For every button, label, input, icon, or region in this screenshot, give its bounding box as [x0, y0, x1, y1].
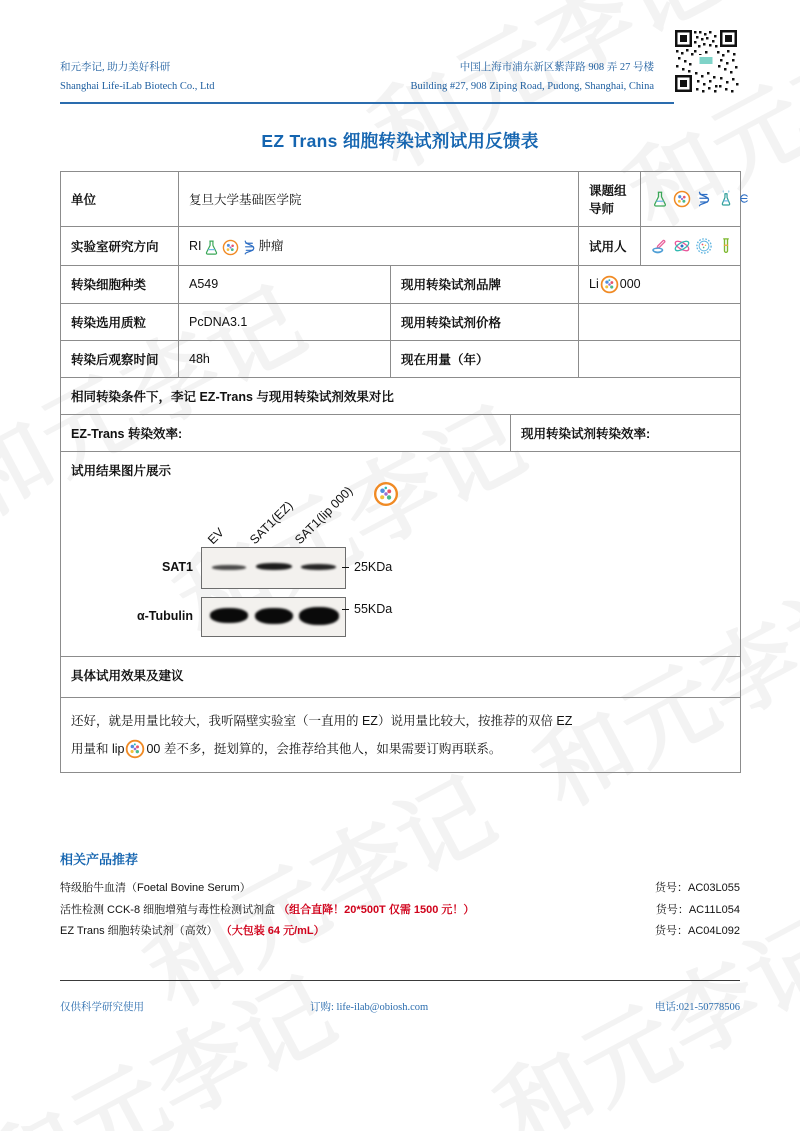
lane-label-ev: EV	[205, 525, 227, 547]
research-prefix: RI	[189, 238, 202, 253]
related-products-title: 相关产品推荐	[60, 852, 139, 868]
blot-row-names	[71, 491, 193, 641]
research-direction-label: 实验室研究方向	[61, 226, 179, 265]
atom-icon	[673, 237, 691, 255]
table-row	[61, 697, 741, 772]
test-tube-icon	[717, 237, 735, 255]
feedback-line-2-suffix: 00 差不多，挺划算的，会推荐给其他人，如果需要订购再联系。	[146, 741, 502, 756]
cell-cluster-icon	[600, 275, 619, 294]
current-brand-label: 现用转染试剂品牌	[391, 265, 579, 303]
cell-cluster-icon	[125, 739, 145, 759]
plasmid-value: PcDNA3.1	[179, 303, 391, 340]
footer-order-email[interactable]: 订购: life-ilab@obiosh.com	[310, 1002, 429, 1014]
observation-time-value: 48h	[179, 340, 391, 377]
pipette-dish-icon	[651, 237, 669, 255]
sku-label: 货号：	[655, 903, 689, 916]
blot-lane-labels	[201, 483, 501, 547]
product-sku	[656, 900, 740, 921]
unit-label: 单位	[61, 171, 179, 226]
table-row	[61, 414, 741, 451]
company-block	[60, 58, 215, 97]
sku-value: AC11L054	[688, 903, 740, 916]
band	[299, 607, 339, 625]
research-direction-value	[179, 226, 579, 265]
company-name-en: Shanghai Life-iLab Biotech Co., Ltd	[60, 81, 215, 93]
letter-e-icon	[739, 193, 750, 204]
ez-efficiency-label: EZ-Trans 转染效率:	[61, 414, 511, 451]
lane-label-sat1-lipo: SAT1(lip 000)	[292, 483, 356, 547]
cell-type-label: 转染细胞种类	[61, 265, 179, 303]
table-row	[61, 171, 741, 226]
research-suffix: 肿瘤	[258, 238, 284, 253]
band	[255, 608, 293, 624]
product-promo: （大包装 64 元/mL）	[220, 924, 325, 937]
company-name-cn: 和元李记, 助力美好科研	[60, 62, 171, 73]
header-divider	[60, 102, 674, 104]
current-efficiency-label: 现用转染试剂转染效率:	[511, 414, 741, 451]
tester-value-redacted	[641, 226, 741, 265]
band	[256, 563, 292, 570]
page-title: EZ Trans 细胞转染试剂试用反馈表	[261, 130, 539, 151]
dna-helix-icon	[241, 239, 258, 256]
results-cell	[61, 451, 741, 656]
band	[210, 608, 248, 623]
page-header	[60, 0, 740, 104]
list-item	[60, 900, 740, 921]
table-row	[61, 451, 741, 656]
table-row	[61, 226, 741, 265]
footer-disclaimer: 仅供科学研究使用	[60, 1002, 144, 1014]
address-cn: 中国上海市浦东新区紫萍路 908 弄 27 号楼	[459, 62, 654, 73]
western-blot-figure	[71, 485, 730, 647]
sku-label: 货号：	[655, 882, 688, 895]
cell-cluster-icon	[373, 481, 399, 507]
gel-panel-sat1	[201, 547, 393, 589]
brand-prefix: Li	[589, 276, 599, 291]
redaction-sticker-group	[651, 237, 735, 255]
feedback-title: 具体试用效果及建议	[71, 668, 184, 683]
unit-value: 复旦大学基础医学院	[179, 171, 579, 226]
product-name-text: 特级胎牛血清（Foetal Bovine Serum）	[60, 882, 251, 895]
blot-row-name-sat1: SAT1	[161, 559, 193, 574]
sku-value: AC03L055	[688, 882, 740, 895]
blot-row-name-tubulin: α-Tubulin	[136, 608, 193, 623]
tester-label: 试用人	[579, 226, 641, 265]
mw-marker-25kda: 25KDa	[354, 559, 393, 574]
product-sku	[655, 921, 740, 942]
footer-phone: 电话:021-50778506	[654, 1002, 740, 1014]
flask-icon	[203, 239, 220, 256]
advisor-label: 课题组导师	[579, 171, 641, 226]
current-usage-label: 现在用量（年）	[391, 340, 579, 377]
feedback-form-table	[60, 171, 741, 773]
redaction-sticker-group	[651, 190, 750, 208]
table-row	[61, 340, 741, 377]
table-row	[61, 377, 741, 414]
cell-type-value: A549	[179, 265, 391, 303]
product-name	[60, 878, 251, 899]
plasmid-label: 转染选用质粒	[61, 303, 179, 340]
results-title: 试用结果图片展示	[71, 463, 172, 478]
observation-time-label: 转染后观察时间	[61, 340, 179, 377]
feedback-body-cell	[61, 697, 741, 772]
signal-flask-icon	[717, 190, 735, 208]
product-promo: （组合直降！20*500T 仅需 1500 元！）	[278, 903, 475, 916]
product-name	[60, 921, 325, 942]
list-item	[60, 921, 740, 942]
product-name-text: EZ Trans 细胞转染试剂（高效）	[60, 924, 218, 937]
list-item	[60, 878, 740, 899]
cell-cluster-icon	[673, 190, 691, 208]
gel-panel-tubulin	[201, 597, 393, 637]
feedback-title-cell	[61, 656, 741, 697]
footer-divider	[60, 980, 740, 981]
feedback-line-2	[71, 735, 730, 763]
dna-helix-icon	[695, 190, 713, 208]
advisor-value-redacted	[641, 171, 741, 226]
page-footer	[60, 980, 740, 1014]
product-sku	[655, 878, 740, 899]
comparison-banner: 相同转染条件下，李记 EZ-Trans 与现用转染试剂效果对比	[61, 377, 741, 414]
product-name-text: 活性检测 CCK-8 细胞增殖与毒性检测试剂盒	[60, 903, 276, 916]
brand-suffix: 000	[619, 276, 641, 291]
table-row	[61, 656, 741, 697]
feedback-line-1: 还好，就是用量比较大，我听隔壁实验室（一直用的 EZ）说用量比较大，按推荐的双倍 EZ	[71, 713, 573, 728]
blot-stage	[201, 483, 501, 637]
current-price-value	[579, 303, 741, 340]
current-brand-value	[579, 265, 741, 303]
cell-cluster-icon	[222, 239, 239, 256]
qr-code-icon	[672, 27, 740, 95]
related-products-section	[60, 849, 740, 942]
flask-icon	[651, 190, 669, 208]
feedback-line-2-prefix: 用量和 lip	[71, 741, 125, 756]
lane-label-sat1-ez: SAT1(EZ)	[247, 498, 296, 547]
petri-dish-icon	[695, 237, 713, 255]
product-name	[60, 900, 474, 921]
band	[212, 565, 246, 570]
current-price-label: 现用转染试剂价格	[391, 303, 579, 340]
sku-label: 货号：	[655, 924, 688, 937]
sku-value: AC04L092	[688, 924, 740, 937]
address-en: Building #27, 908 Ziping Road, Pudong, Shanghai, China	[410, 81, 654, 93]
table-row	[61, 265, 741, 303]
mw-marker-55kda: 55KDa	[354, 601, 393, 616]
table-row	[61, 303, 741, 340]
current-usage-value	[579, 340, 741, 377]
band	[301, 564, 336, 571]
